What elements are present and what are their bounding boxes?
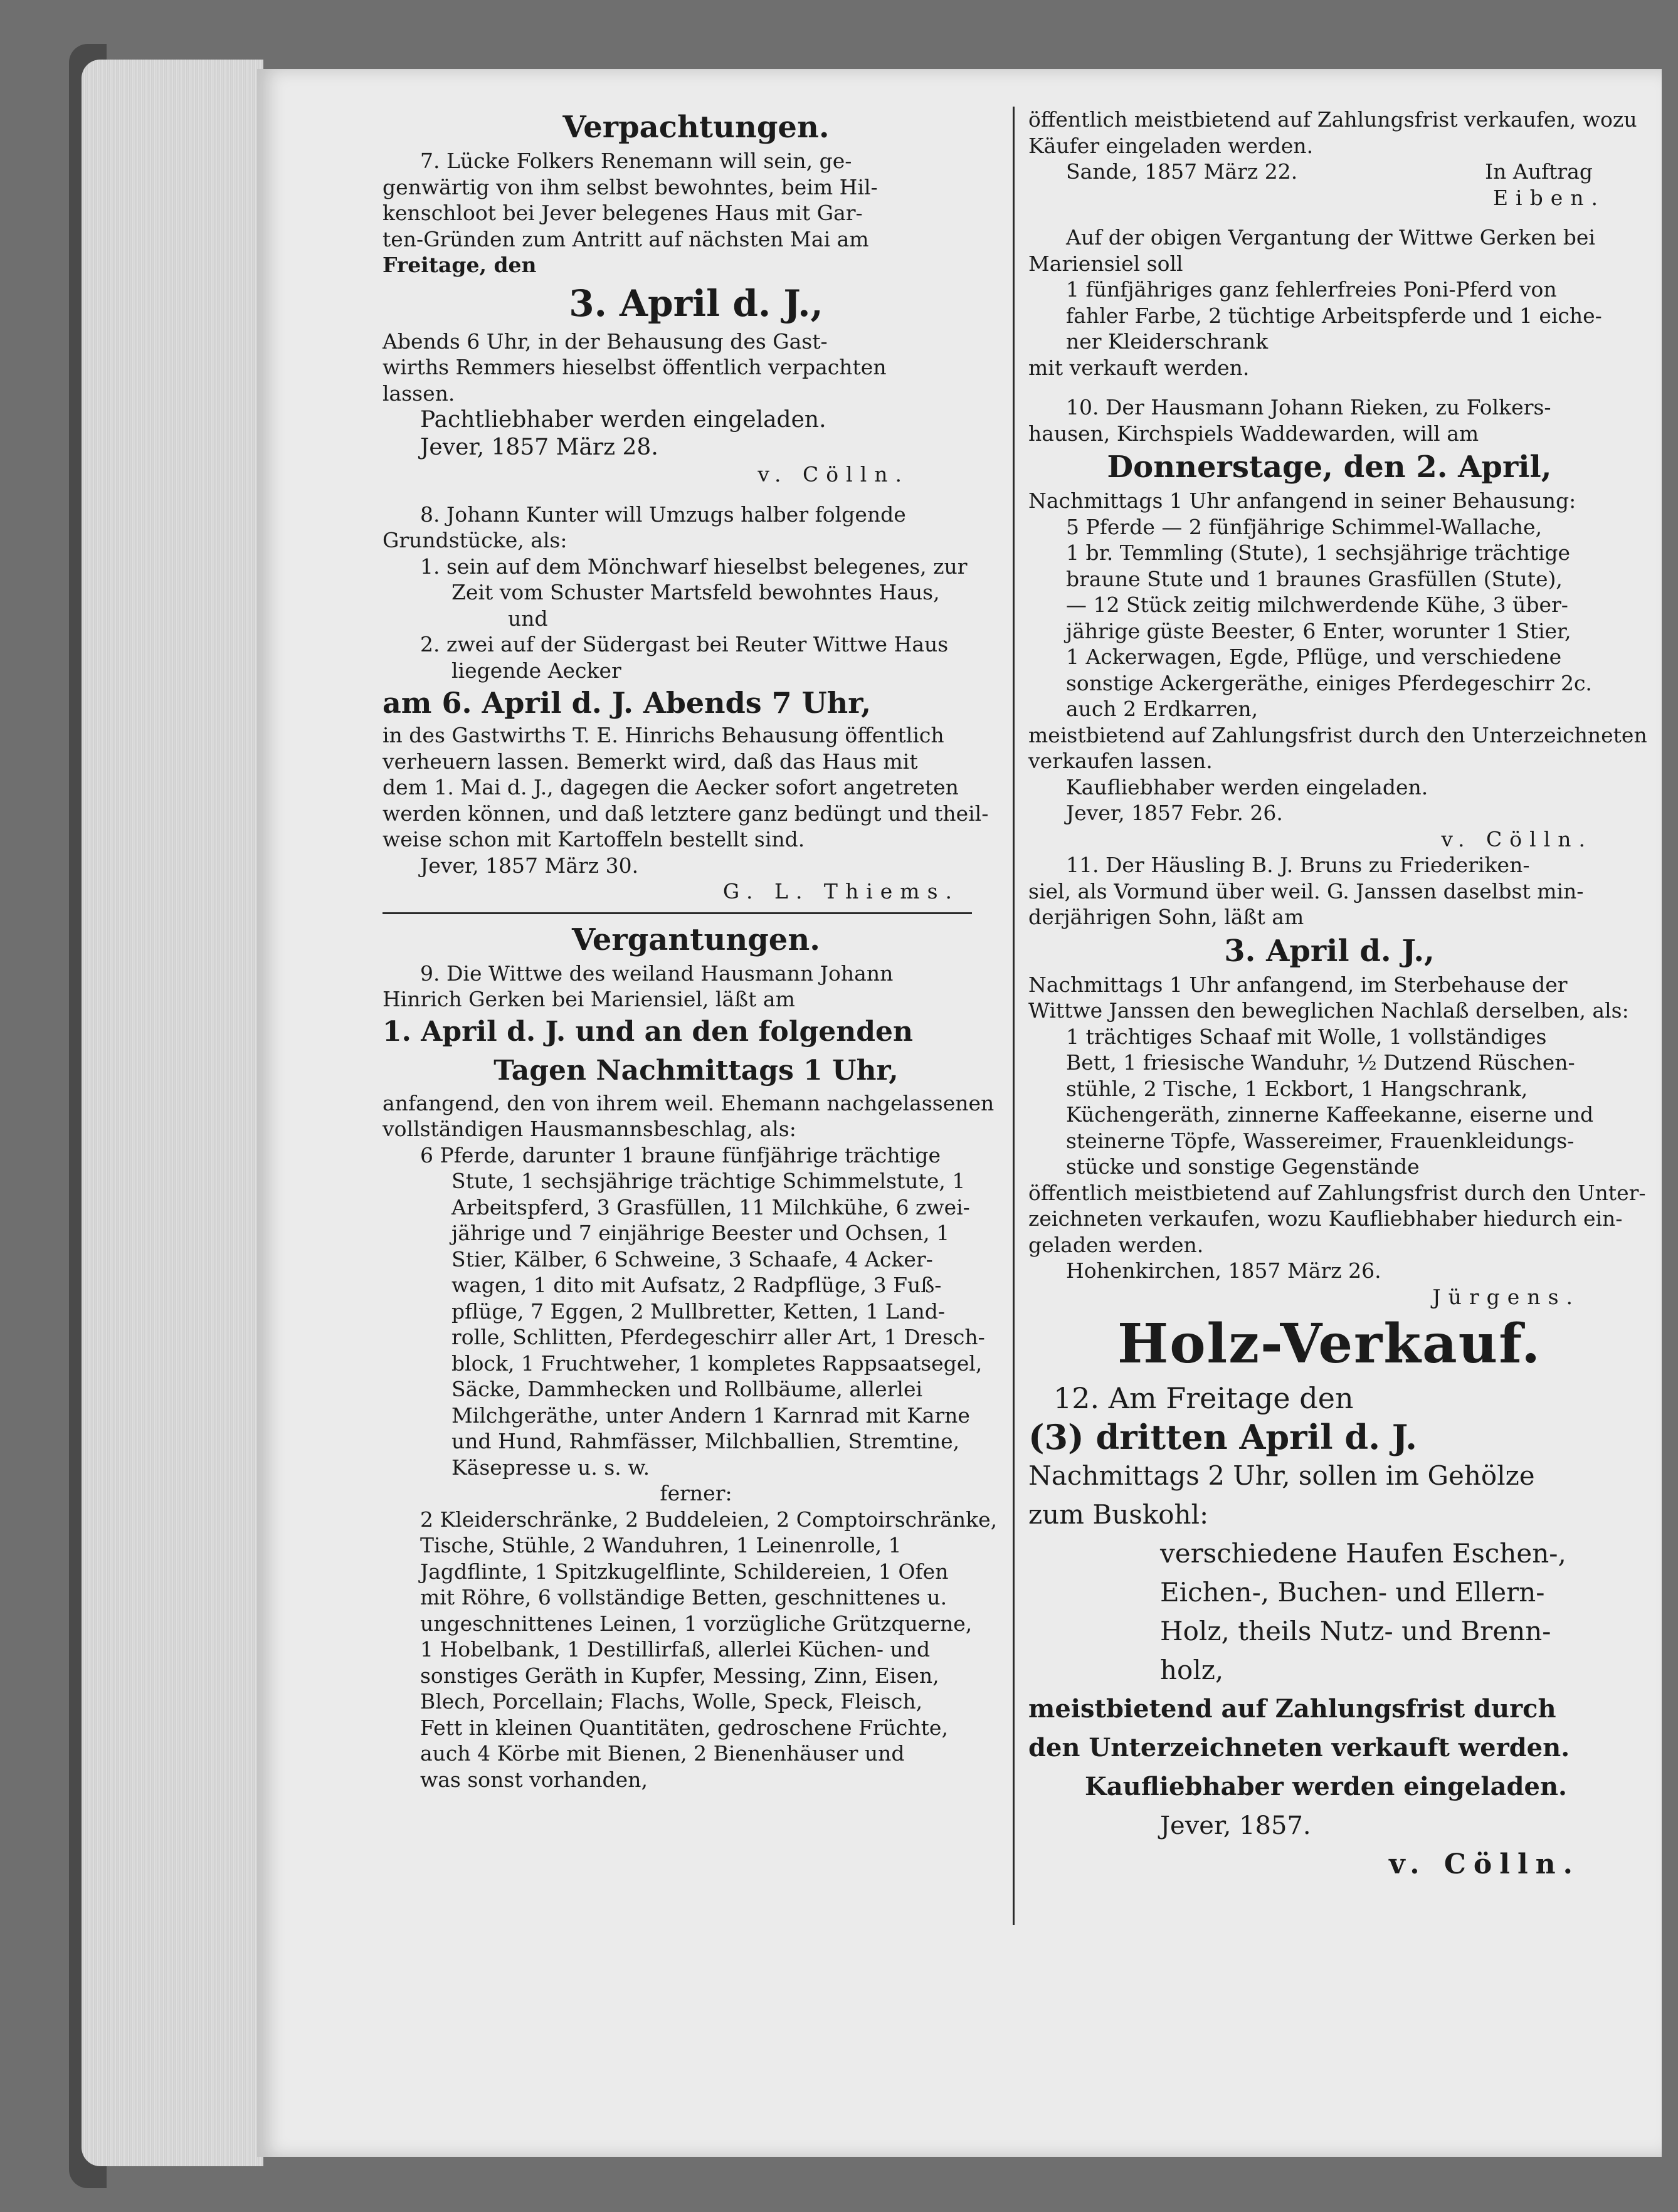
text-line: Käufer eingeladen werden.: [1028, 133, 1314, 158]
place-date: Sande, 1857 März 22.: [1066, 159, 1298, 184]
text-line: verkaufen lassen.: [1028, 749, 1213, 773]
list-item: und: [508, 606, 548, 631]
notice-9: [383, 961, 1010, 1793]
signature: G. L. Thiems.: [722, 879, 959, 903]
text-line: meistbietend auf Zahlungsfrist durch: [1028, 1694, 1556, 1724]
place-date-row: [1028, 159, 1630, 185]
list-item: Zeit vom Schuster Martsfeld bewohntes Haus,: [451, 580, 940, 604]
signature: v. Cölln.: [757, 462, 909, 487]
notice-date: Tagen Nachmittags 1 Uhr,: [493, 1054, 899, 1087]
place-date: Jever, 1857 März 30.: [420, 853, 639, 878]
book-page-edges: [82, 60, 263, 2166]
text-line: verheuern lassen. Bemerkt wird, daß das Haus mit: [383, 749, 918, 774]
list-item: Milchgeräthe, unter Andern 1 Karnrad mit Karne: [451, 1403, 970, 1428]
list-item: auch 4 Körbe mit Bienen, 2 Bienenhäuser und: [420, 1741, 905, 1766]
list-item: 1 Ackerwagen, Egde, Pflüge, und verschiedene: [1066, 645, 1562, 669]
text-line: kenschloot bei Jever belegenes Haus mit Gar-: [383, 201, 863, 225]
list-item: was sonst vorhanden,: [420, 1767, 648, 1792]
list-item: sonstige Ackergeräthe, einiges Pferdegeschirr 2c.: [1066, 670, 1592, 695]
text-line: ten-Gründen zum Antritt auf nächsten Mai am: [383, 226, 869, 251]
place-date: Jever, 1857 Febr. 26.: [1066, 801, 1283, 825]
signature: Eiben.: [1492, 185, 1605, 210]
notice-12: [1028, 1310, 1630, 1884]
list-item: Käsepresse u. s. w.: [451, 1455, 650, 1480]
text-line: geladen werden.: [1028, 1232, 1204, 1257]
notice-11: [1028, 852, 1646, 1310]
text-line: Mariensiel soll: [1028, 251, 1183, 276]
list-item: stühle, 2 Tische, 1 Eckbort, 1 Hangschrank,: [1066, 1076, 1528, 1101]
list-item: steinerne Töpfe, Wassereimer, Frauenkleidungs-: [1066, 1128, 1575, 1153]
text-line: öffentlich meistbietend auf Zahlungsfrist durch den Unter-: [1028, 1180, 1646, 1205]
list-item: fahler Farbe, 2 tüchtige Arbeitspferde und 1 eiche-: [1066, 303, 1602, 328]
notice-date: am 6. April d. J. Abends 7 Uhr,: [383, 686, 872, 720]
text-line: öffentlich meistbietend auf Zahlungsfrist verkaufen, wozu: [1028, 107, 1637, 132]
signature: Jürgens.: [1432, 1284, 1580, 1309]
text-line: Pachtliebhaber werden eingeladen.: [420, 407, 826, 433]
notice-7: [383, 148, 1010, 488]
notice-date: Donnerstage, den 2. April,: [1107, 450, 1552, 485]
left-column: [383, 107, 1010, 1793]
list-item: jährige güste Beester, 6 Enter, worunter 1 Stier,: [1066, 618, 1571, 643]
text-line: anfangend, den von ihrem weil. Ehemann nachgelassenen: [383, 1090, 995, 1115]
place-date: Jever, 1857.: [1160, 1811, 1311, 1840]
list-item: verschiedene Haufen Eschen-,: [1160, 1538, 1566, 1569]
list-item: Holz, theils Nutz- und Brenn-: [1160, 1616, 1551, 1646]
list-item: Eichen-, Buchen- und Ellern-: [1160, 1577, 1545, 1608]
text-line: Wittwe Janssen den beweglichen Nachlaß derselben, als:: [1028, 998, 1629, 1023]
list-item: pflüge, 7 Eggen, 2 Mullbretter, Ketten, 1 Land-: [451, 1298, 946, 1324]
auftrag-label: In Auftrag: [1485, 159, 1593, 184]
section-rule: [383, 912, 972, 914]
list-item: ungeschnittenes Leinen, 1 vorzügliche Grützquerne,: [420, 1611, 973, 1636]
text-line: genwärtig von ihm selbst bewohntes, beim Hil-: [383, 174, 878, 199]
list-item: jährige und 7 einjährige Beester und Ochsen, 1: [451, 1221, 950, 1245]
notice-8: [383, 502, 1010, 905]
notice-date: 1. April d. J. und an den folgenden: [383, 1015, 913, 1048]
text-line: Kaufliebhaber werden eingeladen.: [1085, 1772, 1567, 1801]
holz-verkauf-title: Holz-Verkauf.: [1117, 1312, 1542, 1376]
text-line: hausen, Kirchspiels Waddewarden, will am: [1028, 421, 1479, 446]
list-item: braune Stute und 1 braunes Grasfüllen (Stute),: [1066, 566, 1563, 591]
text-line: Abends 6 Uhr, in der Behausung des Gast-: [383, 329, 828, 354]
text-line: Nachmittags 1 Uhr anfangend in seiner Behausung:: [1028, 488, 1576, 513]
text-line: Hinrich Gerken bei Mariensiel, läßt am: [383, 987, 795, 1011]
list-item: 1 Hobelbank, 1 Destillirfaß, allerlei Küchen- und: [420, 1637, 931, 1662]
text-line: Grundstücke, als:: [383, 528, 567, 552]
place-date: Hohenkirchen, 1857 März 26.: [1066, 1258, 1381, 1283]
text-line: werden können, und daß letztere ganz bedüngt und theil-: [383, 801, 989, 826]
text-line: wirths Remmers hieselbst öffentlich verpachten: [383, 355, 887, 379]
text-line: siel, als Vormund über weil. G. Janssen daselbst min-: [1028, 878, 1584, 903]
list-item: 1 br. Temmling (Stute), 1 sechsjährige trächtige: [1066, 540, 1571, 565]
list-item: wagen, 1 dito mit Aufsatz, 2 Radpflüge, 3 Fuß-: [451, 1273, 942, 1297]
list-item: Stute, 1 sechsjährige trächtige Schimmelstute, 1: [451, 1169, 966, 1193]
list-item: Blech, Porcellain; Flachs, Wolle, Speck, Fleisch,: [420, 1689, 923, 1714]
list-item: sonstiges Geräth in Kupfer, Messing, Zinn, Eisen,: [420, 1663, 939, 1688]
list-item: 6 Pferde, darunter 1 braune fünfjährige trächtige: [420, 1142, 941, 1167]
text-line: den Unterzeichneten verkauft werden.: [1028, 1733, 1570, 1762]
notice-10: [1028, 394, 1647, 852]
list-item: Jagdflinte, 1 Spitzkugelflinte, Schildereien, 1 Ofen: [420, 1559, 949, 1584]
list-item: 2. zwei auf der Südergast bei Reuter Wittwe Haus: [420, 632, 949, 656]
text-line: 8. Johann Kunter will Umzugs halber folgende: [420, 502, 906, 527]
list-item: rolle, Schlitten, Pferdegeschirr aller Art, 1 Dresch-: [451, 1325, 985, 1349]
newspaper-page: [257, 69, 1662, 2157]
list-item: Bett, 1 friesische Wanduhr, ½ Dutzend Rüschen-: [1066, 1050, 1575, 1075]
text-line: in des Gastwirths T. E. Hinrichs Behausung öffentlich: [383, 723, 944, 747]
text-line: meistbietend auf Zahlungsfrist durch den Unterzeichneten: [1028, 722, 1647, 747]
text-line: Freitage, den: [383, 253, 537, 277]
section-heading-vergantungen: Vergantungen.: [572, 922, 820, 957]
list-item: 1 fünfjähriges ganz fehlerfreies Poni-Pferd von: [1066, 277, 1557, 302]
column-divider: [1013, 107, 1015, 1925]
place-date: Jever, 1857 März 28.: [420, 434, 658, 460]
text-line: weise schon mit Kartoffeln bestellt sind.: [383, 827, 805, 851]
list-item: 1 trächtiges Schaaf mit Wolle, 1 vollständiges: [1066, 1024, 1547, 1049]
list-item: 5 Pferde — 2 fünfjährige Schimmel-Wallache,: [1066, 514, 1543, 539]
list-item: Küchengeräth, zinnerne Kaffeekanne, eiserne und: [1066, 1102, 1594, 1127]
list-item: — 12 Stück zeitig milchwerdende Kühe, 3 über-: [1066, 592, 1568, 617]
text-line: ferner:: [660, 1481, 732, 1505]
list-item: ner Kleiderschrank: [1066, 329, 1269, 354]
text-line: 7. Lücke Folkers Renemann will sein, ge-: [420, 149, 852, 173]
text-line: vollständigen Hausmannsbeschlag, als:: [383, 1117, 796, 1141]
list-item: mit Röhre, 6 vollständige Betten, geschnittenes u.: [420, 1585, 947, 1609]
notice-date: (3) dritten April d. J.: [1028, 1417, 1417, 1457]
right-column: [1028, 107, 1647, 1884]
list-item: 1. sein auf dem Mönchwarf hieselbst belegenes, zur: [420, 554, 968, 579]
text-line: Auf der obigen Vergantung der Wittwe Gerken bei: [1066, 225, 1595, 250]
list-item: block, 1 Fruchtweher, 1 kompletes Rappsaatsegel,: [451, 1351, 983, 1376]
notice-date: 3. April d. J.,: [1224, 933, 1435, 969]
text-line: 10. Der Hausmann Johann Rieken, zu Folkers-: [1066, 395, 1551, 419]
list-item: Tische, Stühle, 2 Wanduhren, 1 Leinenrolle, 1: [420, 1533, 902, 1557]
list-item: 2 Kleiderschränke, 2 Buddeleien, 2 Comptoirschränke,: [420, 1507, 998, 1532]
text-line: 11. Der Häusling B. J. Bruns zu Friederiken-: [1066, 853, 1530, 877]
list-item: und Hund, Rahmfässer, Milchballien, Stremtine,: [451, 1429, 960, 1453]
text-line: 9. Die Wittwe des weiland Hausmann Johann: [420, 961, 894, 986]
list-item: liegende Aecker: [451, 658, 621, 683]
text-line: zeichneten verkaufen, wozu Kaufliebhaber hiedurch ein-: [1028, 1206, 1623, 1231]
text-line: 12. Am Freitage den: [1053, 1381, 1354, 1415]
text-line: lassen.: [383, 381, 455, 406]
notice-date: 3. April d. J.,: [569, 282, 823, 325]
text-line: zum Buskohl:: [1028, 1499, 1209, 1530]
list-item: auch 2 Erdkarren,: [1066, 697, 1258, 721]
list-item: Säcke, Dammhecken und Rollbäume, allerlei: [451, 1377, 923, 1401]
signature: v. Cölln.: [1441, 826, 1593, 851]
list-item: Stier, Kälber, 6 Schweine, 3 Schaafe, 4 Acker-: [451, 1246, 933, 1272]
list-item: stücke und sonstige Gegenstände: [1066, 1154, 1420, 1179]
notice-9-continued: [1028, 107, 1637, 381]
text-line: dem 1. Mai d. J., dagegen die Aecker sofort angetreten: [383, 775, 959, 799]
text-line: Kaufliebhaber werden eingeladen.: [1066, 774, 1428, 799]
list-item: Arbeitspferd, 3 Grasfüllen, 11 Milchkühe, 6 zwei-: [451, 1194, 970, 1219]
text-line: mit verkauft werden.: [1028, 355, 1250, 380]
text-line: Nachmittags 1 Uhr anfangend, im Sterbehause der: [1028, 972, 1568, 997]
list-item: Fett in kleinen Quantitäten, gedroschene Früchte,: [420, 1715, 948, 1740]
list-item: holz,: [1160, 1655, 1224, 1685]
section-heading-verpachtungen: Verpachtungen.: [562, 110, 830, 145]
text-line: derjährigen Sohn, läßt am: [1028, 905, 1304, 929]
signature: v. Cölln.: [1389, 1848, 1580, 1880]
text-line: Nachmittags 2 Uhr, sollen im Gehölze: [1028, 1460, 1535, 1491]
